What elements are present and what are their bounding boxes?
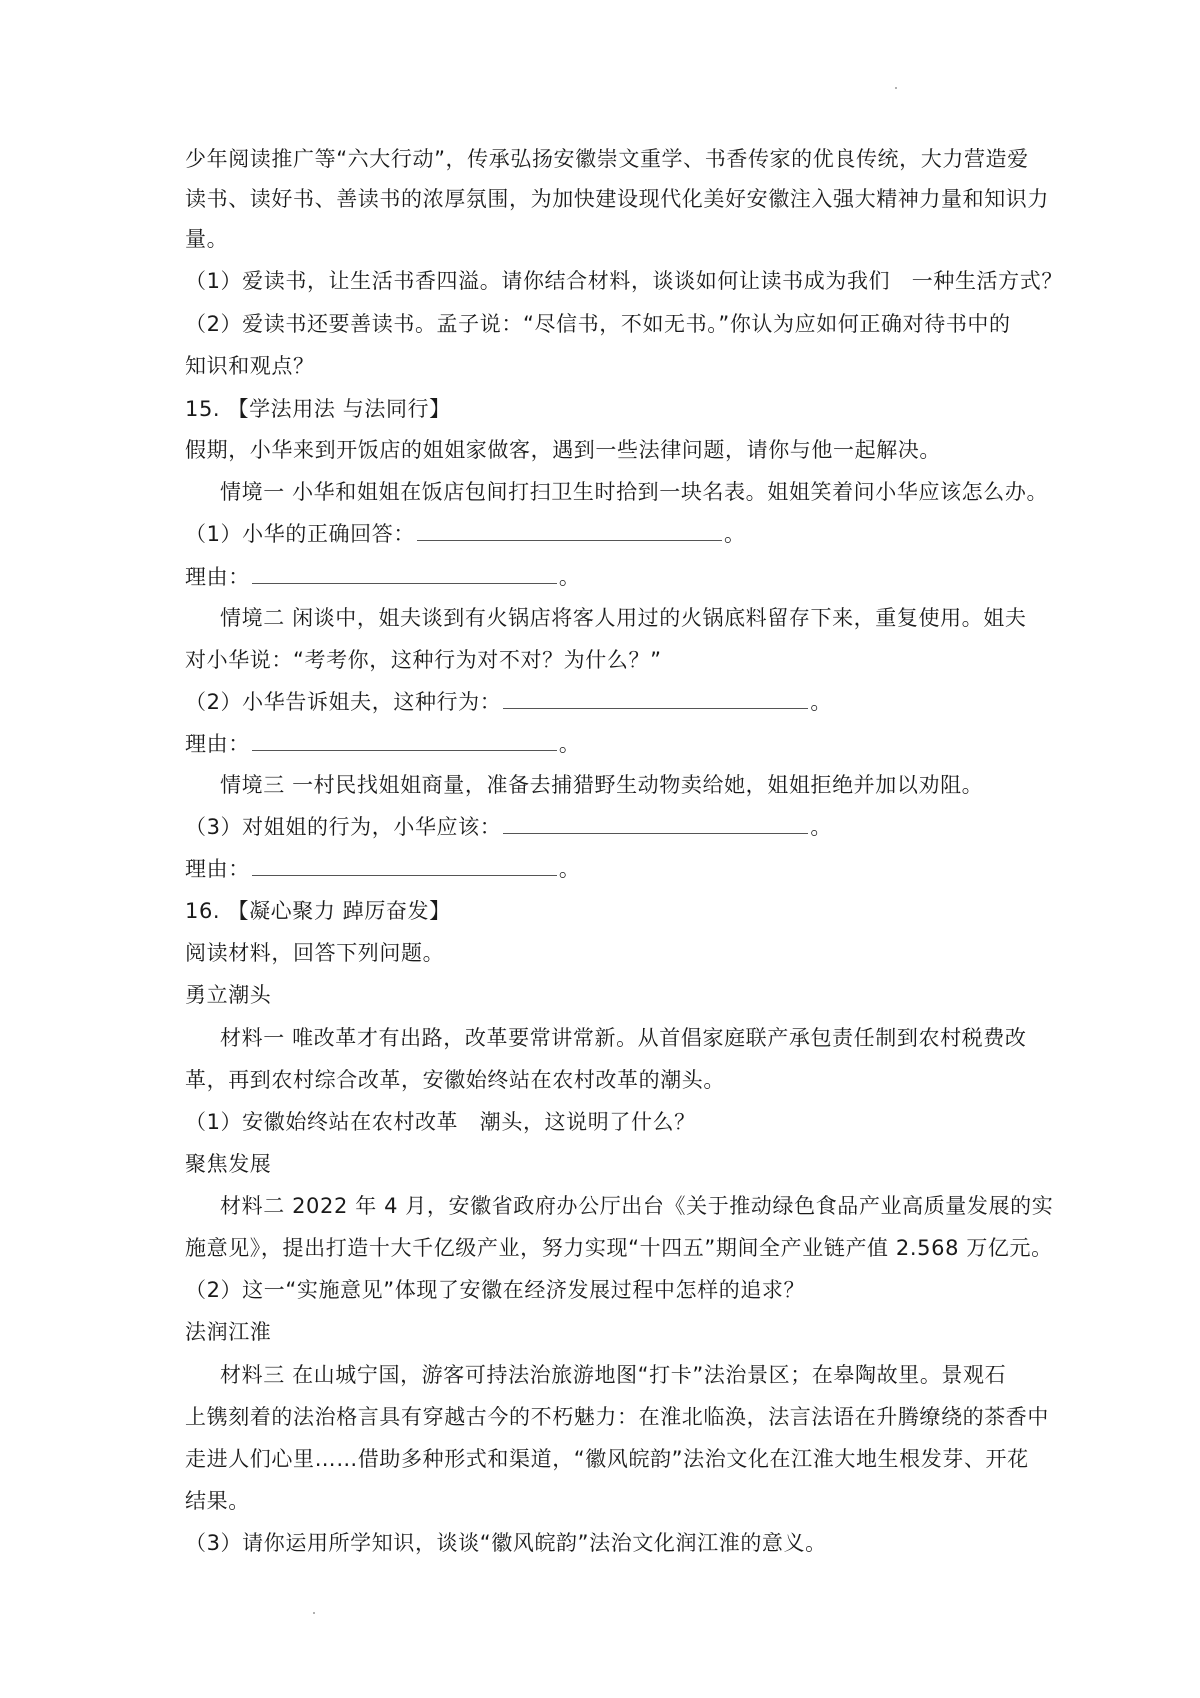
q15-q2-row [185, 688, 1040, 716]
q15-q3-reason-row [185, 855, 1040, 883]
q15-q2-prompt: （2）小华告诉姐夫，这种行为： [185, 690, 502, 714]
q15-scene-1: 情境一 小华和姐姐在饭店包间打扫卫生时拾到一块名表。姐姐笑着问小华应该怎么办。 [220, 480, 1049, 504]
q14-subquestion-2: （2）爱读书还要善读书。孟子说：“尽信书，不如无书。”你认为应如何正确对待书中的 [185, 312, 1011, 336]
q16-material-3: 材料三 在山城宁国，游客可持法治旅游地图“打卡”法治景区；在皋陶故里。景观石 [220, 1363, 1007, 1387]
q15-q1-answer-blank[interactable] [417, 522, 722, 541]
q16-material-2-cont: 施意见》，提出打造十大千亿级产业，努力实现“十四五”期间全产业链产值 2.568 万亿元。 [185, 1236, 1053, 1260]
q15-q1-reason-row [185, 563, 1040, 591]
q15-q1-period: 。 [723, 522, 746, 546]
q15-q2-answer-blank[interactable] [503, 690, 808, 709]
reason-label: 理由： [185, 732, 250, 756]
q16-material-1: 材料一 唯改革才有出路，改革要常讲常新。从首倡家庭联产承包责任制到农村税费改 [220, 1026, 1027, 1050]
q14-subquestion-2-cont: 知识和观点？ [185, 354, 315, 378]
q15-q3-row [185, 813, 1040, 841]
scan-speck-top [895, 87, 897, 89]
q14-text-line: 读书、读好书、善读书的浓厚氛围，为加快建设现代化美好安徽注入强大精神力量和知识力 [185, 187, 1049, 211]
reason-label: 理由： [185, 857, 250, 881]
q15-q2-reason-row [185, 730, 1040, 758]
q16-material-2: 材料二 2022 年 4 月，安徽省政府办公厅出台《关于推动绿色食品产业高质量发展的实 [220, 1194, 1054, 1218]
q16-material-3-cont: 走进人们心里……借助多种形式和渠道，“徽风皖韵”法治文化在江淮大地生根发芽、开花 [185, 1447, 1029, 1471]
q15-q1-row [185, 520, 1040, 548]
reason-period: 。 [558, 565, 581, 589]
q16-section-title: 聚焦发展 [185, 1152, 272, 1176]
q15-q2-reason-blank[interactable] [252, 732, 557, 751]
reason-period: 。 [558, 732, 581, 756]
q14-text-line: 量。 [185, 227, 229, 251]
q16-header: 16. 【凝心聚力 踔厉奋发】 [185, 899, 451, 923]
q15-scene-2-cont: 对小华说：“考考你，这种行为对不对？为什么？” [185, 648, 662, 672]
q15-scene-2: 情境二 闲谈中，姐夫谈到有火锅店将客人用过的火锅底料留存下来，重复使用。姐夫 [220, 606, 1027, 630]
q15-q3-reason-blank[interactable] [252, 857, 557, 876]
q16-section-title: 勇立潮头 [185, 983, 272, 1007]
q16-material-3-cont: 上镌刻着的法治格言具有穿越古今的不朽魅力：在淮北临涣，法言法语在升腾缭绕的茶香中 [185, 1405, 1049, 1429]
reason-period: 。 [558, 857, 581, 881]
q15-q1-reason-blank[interactable] [252, 565, 557, 584]
q16-question-2: （2）这一“实施意见”体现了安徽在经济发展过程中怎样的追求？ [185, 1278, 806, 1302]
q14-text-line: 少年阅读推广等“六大行动”，传承弘扬安徽崇文重学、书香传家的优良传统，大力营造爱 [185, 147, 1029, 171]
q16-question-3: （3）请你运用所学知识，谈谈“徽风皖韵”法治文化润江淮的意义。 [185, 1531, 827, 1555]
q15-q3-period: 。 [810, 815, 832, 839]
q16-intro: 阅读材料，回答下列问题。 [185, 941, 445, 965]
q16-question-1: （1）安徽始终站在农村改革 潮头，这说明了什么？ [185, 1110, 696, 1134]
q16-material-1-cont: 革，再到农村综合改革，安徽始终站在农村改革的潮头。 [185, 1068, 725, 1092]
q15-q1-prompt: （1）小华的正确回答： [185, 522, 415, 546]
q15-q2-period: 。 [810, 690, 832, 714]
q16-section-title: 法润江淮 [185, 1320, 272, 1344]
reason-label: 理由： [185, 565, 250, 589]
q15-q3-prompt: （3）对姐姐的行为，小华应该： [185, 815, 502, 839]
q15-intro: 假期，小华来到开饭店的姐姐家做客，遇到一些法律问题，请你与他一起解决。 [185, 438, 941, 462]
q15-scene-3: 情境三 一村民找姐姐商量，准备去捕猎野生动物卖给她，姐姐拒绝并加以劝阻。 [220, 773, 984, 797]
q15-header: 15. 【学法用法 与法同行】 [185, 397, 451, 421]
scan-speck-bottom [313, 1612, 315, 1614]
q14-subquestion-1: （1）爱读书，让生活书香四溢。请你结合材料，谈谈如何让读书成为我们 一种生活方式？ [185, 269, 1063, 293]
q16-material-3-cont: 结果。 [185, 1489, 250, 1513]
q15-q3-answer-blank[interactable] [503, 815, 808, 834]
